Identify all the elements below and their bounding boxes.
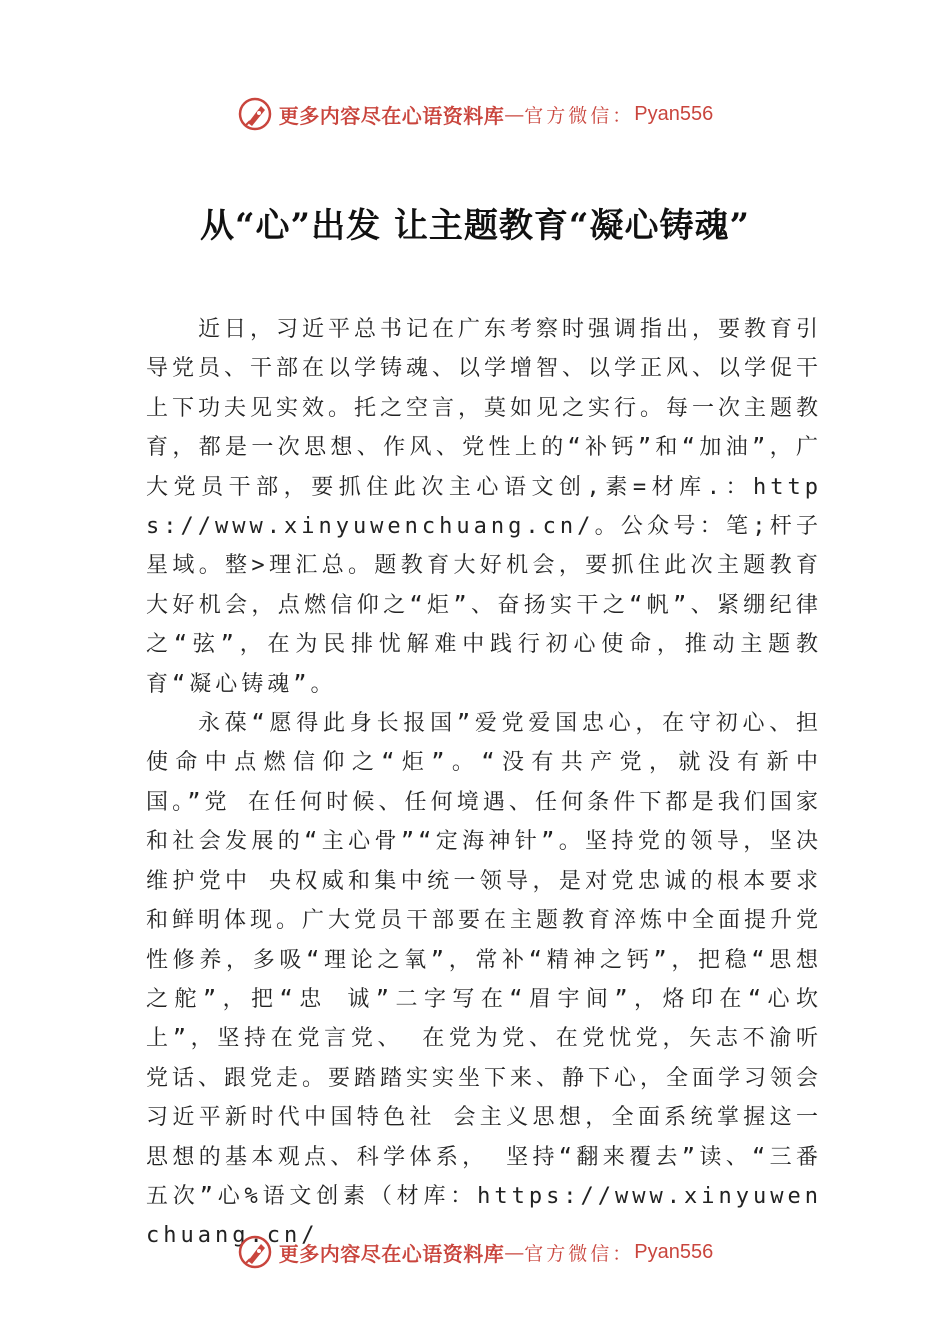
banner-brand-text: 更多内容尽在心语资料库	[278, 103, 505, 128]
body-paragraph-2: 永葆“愿得此身长报国”爱党爱国忠心，在守初心、担使命中点燃信仰之“炬”。“没有共产党，就没有新中国。”党 在任何时候、任何境遇、任何条件下都是我们国家和社会发展的“主心骨”“定海神针”。坚持党的领导，坚决维护党中 央权威和集中统一领导，是对党忠诚的根本要求和鲜明体现。广大党员干部要在主题教育淬炼中全面提升党性修养，多吸“理论之氧”，常补“精神之钙”，把稳“思想之舵”，把“忠 诚”二字写在“眉宇间”，烙印在“心坎上”，坚持在党言党、 在党为党、在党忧党，矢志不渝听党话、跟党走。要踏踏实实坐下来、静下心，全面学习领会习近平新时代中国特色社 会主义思想，全面系统掌握这一思想的基本观点、科学体系， 坚持“翻来覆去”读、“三番五次”心%语文创素（材库：https://www.xinyuwenchuang.cn/	[146, 711, 823, 1249]
pen-nib-logo-icon	[237, 96, 273, 132]
document-body	[146, 310, 822, 1256]
header-watermark-banner	[0, 92, 950, 136]
banner-wechat-id: Pyan556	[634, 102, 714, 125]
banner-separator: —	[504, 102, 525, 126]
body-paragraph-1: 近日，习近平总书记在广东考察时强调指出，要教育引导党员、干部在以学铸魂、以学增智、以学正风、以学促干上下功夫见实效。托之空言，莫如见之实行。每一次主题教育，都是一次思想、作风、党性上的“补钙”和“加油”，广大党员干部，要抓住此次主心语文创,素=材库.：https://www.xinyuwenchuang.cn/。公众号：笔;杆子星域。整>理汇总。题教育大好机会，要抓住此次主题教育大好机会，点燃信仰之“炬”、奋扬实干之“帆”、紧绷纪律之“弦”，在为民排忧解难中践行初心使命，推动主题教育“凝心铸魂”。	[146, 317, 823, 697]
banner-brand-text: 更多内容尽在心语资料库	[278, 1241, 505, 1266]
pen-nib-logo-icon	[237, 1234, 273, 1270]
banner-separator: —	[504, 1240, 525, 1264]
document-title: 从“心”出发 让主题教育“凝心铸魂”	[199, 206, 751, 246]
footer-watermark-banner	[0, 1230, 950, 1274]
banner-wechat-label: 官方微信：	[524, 1242, 635, 1265]
banner-wechat-label: 官方微信：	[524, 104, 635, 127]
banner-wechat-id: Pyan556	[634, 1240, 714, 1263]
